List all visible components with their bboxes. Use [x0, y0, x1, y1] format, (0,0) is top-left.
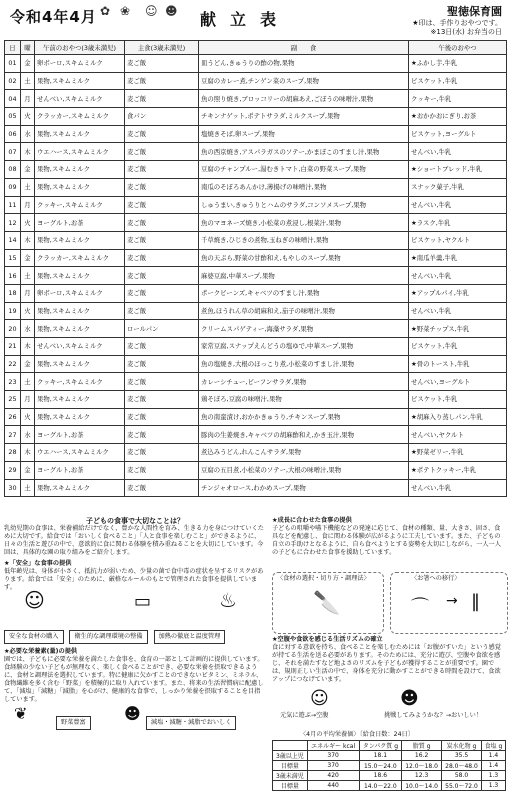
side-dish-cell: 魚の塩焼き,大根のほっこり煮,小松菜のすまし汁,果物 — [199, 355, 409, 373]
staple-cell: 麦ご飯 — [125, 408, 199, 426]
nutrient-cell: 58.0 — [442, 771, 482, 781]
am-snack-cell: ヨーグルト,お茶 — [35, 461, 125, 479]
pm-snack-cell: せんべい,牛乳 — [409, 267, 507, 285]
weekday-cell: 土 — [21, 267, 35, 285]
weekday-cell: 木 — [21, 231, 35, 249]
box-heating: 加熱の徹底と温度管理 — [154, 630, 226, 644]
fig2-label: 〈お箸への移行〉 — [411, 575, 461, 582]
staple-cell: 麦ご飯 — [125, 231, 199, 249]
table-row — [5, 249, 507, 267]
table-row — [5, 231, 507, 249]
butterfly-icon: ❀ — [120, 4, 131, 18]
pm-snack-cell: ★ショートブレッド,牛乳 — [409, 161, 507, 179]
table-row — [5, 125, 507, 143]
safety-boxes — [4, 630, 266, 644]
staple-cell: 麦ご飯 — [125, 373, 199, 391]
nutrient-cell: 1.4 — [481, 761, 505, 771]
weekday-cell: 水 — [21, 125, 35, 143]
am-snack-cell: 果物,スキムミルク — [35, 178, 125, 196]
staple-cell: ロールパン — [125, 320, 199, 338]
weekday-cell: 金 — [21, 249, 35, 267]
weekday-cell: 水 — [21, 426, 35, 444]
pm-snack-cell: せんべい,牛乳 — [409, 479, 507, 497]
pm-snack-cell: ★野菜ゼリー,牛乳 — [409, 444, 507, 462]
pm-snack-cell: ★おかかおにぎり,お茶 — [409, 108, 507, 126]
table-row — [5, 479, 507, 497]
table-row — [5, 161, 507, 179]
playing-child-icon: ☺ — [310, 688, 329, 709]
nutrient-col-header: 脂質 g — [402, 741, 442, 751]
table-row — [5, 373, 507, 391]
bubble-try: 挑戦してみようかな？→おいしい！ — [384, 712, 482, 719]
header — [0, 0, 510, 40]
staple-cell: 麦ご飯 — [125, 72, 199, 90]
flower-icon: ✿ — [100, 4, 111, 18]
am-snack-cell: クラッカー,スキムミルク — [35, 108, 125, 126]
table-row — [5, 408, 507, 426]
side-dish-cell: 魚の照り焼き,ブロッコリーの胡麻あえ,ごぼうの味噌汁,果物 — [199, 90, 409, 108]
am-snack-cell: せんべい,スキムミルク — [35, 90, 125, 108]
weekday-cell: 金 — [21, 55, 35, 73]
nutrient-cell: 目標量 — [273, 761, 308, 771]
pm-snack-cell: ★アップルパイ,牛乳 — [409, 284, 507, 302]
pm-snack-cell: ビスケット,牛乳 — [409, 72, 507, 90]
side-dish-cell: チキンナゲット,ポテトサラダ,ミルクスープ,果物 — [199, 108, 409, 126]
weekday-cell: 火 — [21, 108, 35, 126]
staple-cell: 麦ご飯 — [125, 196, 199, 214]
table-row — [5, 196, 507, 214]
organization-name: 聖徳保育園 — [447, 5, 502, 18]
side-dish-cell: 魚の西京焼き,アスパラガスのソテー,かまぼこのすまし汁,果物 — [199, 143, 409, 161]
am-snack-cell: ヨーグルト,お茶 — [35, 426, 125, 444]
pm-snack-cell: ビスケット,ヤクルト — [409, 231, 507, 249]
side-dish-cell: 魚のマヨネーズ焼き,小松菜の煮浸し,根菜汁,果物 — [199, 214, 409, 232]
weekday-cell: 金 — [21, 355, 35, 373]
date-cell: 08 — [5, 161, 21, 179]
weekday-cell: 火 — [21, 214, 35, 232]
col-header: 主食(3歳未満児) — [125, 41, 199, 55]
rhythm-text: 食に対する意欲を持ち、食べることを楽しむためには「お腹がすいた」という感覚が持てる生活を送る必要があります。そのためには、充分に遊び、空腹や食欲を感じ、それを満たすなど地よさのリズムを子どもが獲得することが重要です。園では、規則正しい生活の中で、身体を充分に動かすことができる時間を設けて、食欲アップにつなげています。 — [272, 644, 501, 683]
note-lunchbox: ※13日(水) お弁当の日 — [430, 28, 502, 36]
date-cell: 09 — [5, 178, 21, 196]
pm-snack-cell: スナック菓子,牛乳 — [409, 178, 507, 196]
table-row — [5, 267, 507, 285]
nutrient-cell: 440 — [307, 781, 359, 791]
date-cell: 19 — [5, 302, 21, 320]
pm-snack-cell: ★胡麻入り蒸しパン,牛乳 — [409, 408, 507, 426]
nutrient-cell: 1.3 — [481, 771, 505, 781]
col-header: 曜 — [21, 41, 35, 55]
rhythm-title: ★空腹や食欲を感じる生活リズムの確立 — [272, 636, 383, 643]
col-header: 午後のおやつ — [409, 41, 507, 55]
staple-cell: 麦ご飯 — [125, 178, 199, 196]
nutrient-cell: 18.6 — [359, 771, 402, 781]
staple-cell: 麦ご飯 — [125, 338, 199, 356]
nutrient-cell: 1.3 — [481, 781, 505, 791]
side-dish-cell: 鶏そぼろ,豆腐の味噌汁,果物 — [199, 391, 409, 409]
staple-cell: 食パン — [125, 108, 199, 126]
date-cell: 22 — [5, 355, 21, 373]
staple-cell: 麦ご飯 — [125, 125, 199, 143]
weekday-cell: 水 — [21, 320, 35, 338]
box-hygiene: 衛生的な調理環境の整備 — [69, 630, 147, 644]
pm-snack-cell: ★ポテトクッキー,牛乳 — [409, 461, 507, 479]
pm-snack-cell: せんべい,牛乳 — [409, 143, 507, 161]
fig1-label: 〈食材の選択・切り方・調理法〉 — [277, 575, 370, 582]
col-header: 副 食 — [199, 41, 409, 55]
am-snack-cell: 果物,スキムミルク — [35, 125, 125, 143]
side-dish-cell: しゅうまい,きゅうりとハムのサラダ,コンソメスープ,果物 — [199, 196, 409, 214]
weekday-cell: 金 — [21, 161, 35, 179]
am-snack-cell: ウエハース,スキムミルク — [35, 444, 125, 462]
am-snack-cell: クッキー,スキムミルク — [35, 196, 125, 214]
chopsticks-figure — [390, 572, 508, 634]
nutrient-cell: 16.2 — [402, 751, 442, 761]
nutrient-col-header: 炭水化物 g — [442, 741, 482, 751]
am-snack-cell: クッキー,スキムミルク — [35, 373, 125, 391]
staple-cell: 麦ご飯 — [125, 249, 199, 267]
nutrient-cell: 10.0～14.0 — [402, 781, 442, 791]
weekday-cell: 月 — [21, 90, 35, 108]
side-dish-cell: 塩焼きそば,卵スープ,果物 — [199, 125, 409, 143]
nutrition-title: ★必要な栄養素(量)の提供 — [4, 648, 78, 655]
nutrient-cell: 目標量 — [273, 781, 308, 791]
pm-snack-cell: ビスケット,牛乳 — [409, 338, 507, 356]
table-row — [5, 55, 507, 73]
pot-icon: ♨ — [219, 588, 237, 612]
side-dish-cell: チンジャオロース,わかめスープ,果物 — [199, 479, 409, 497]
menu-body — [5, 55, 507, 497]
weekday-cell: 火 — [21, 408, 35, 426]
date-cell: 23 — [5, 373, 21, 391]
safety-title: ★「安全」な食事の提供 — [4, 560, 72, 567]
nutrient-cell: 420 — [307, 771, 359, 781]
staple-cell: 麦ご飯 — [125, 55, 199, 73]
nutrient-table — [272, 740, 506, 791]
side-dish-cell: 魚の南蛮漬け,おかかきゅうり,チキンスープ,果物 — [199, 408, 409, 426]
right-info — [272, 517, 506, 557]
side-dish-cell: 魚の天ぷら,野菜の甘酢和え,もやしのスープ,果物 — [199, 249, 409, 267]
pm-snack-cell: ★ラスク,牛乳 — [409, 214, 507, 232]
side-dish-cell: 家常豆腐,スナップえんどうの塩ゆで,中華スープ,果物 — [199, 338, 409, 356]
weekday-cell: 月 — [21, 196, 35, 214]
pm-snack-cell: ビスケット,牛乳 — [409, 391, 507, 409]
side-dish-cell: 豆腐の五目煮,小松菜のソテー,大根の味噌汁,果物 — [199, 461, 409, 479]
table-row — [5, 444, 507, 462]
nutrient-cell: 12.0～18.0 — [402, 761, 442, 771]
child-eating-icon: ☻ — [124, 704, 141, 723]
am-snack-cell: 果物,スキムミルク — [35, 391, 125, 409]
nutrient-header-row — [273, 741, 506, 751]
table-row — [5, 426, 507, 444]
left-info — [4, 517, 266, 740]
children-illustration — [280, 688, 506, 726]
side-dish-cell: 豆腐のカレー煮,チンゲン菜のスープ,果物 — [199, 72, 409, 90]
box-safe-ingredients: 安全な食材の購入 — [4, 630, 64, 644]
staple-cell: 麦ご飯 — [125, 161, 199, 179]
date-cell: 15 — [5, 249, 21, 267]
nutrient-cell: 28.0～48.0 — [442, 761, 482, 771]
section-heading: 子どもの食事で大切なことは？ — [86, 517, 184, 525]
side-dish-cell: 煮魚,ほうれん草の胡麻和え,茄子の味噌汁,果物 — [199, 302, 409, 320]
weekday-cell: 金 — [21, 461, 35, 479]
date-cell: 28 — [5, 444, 21, 462]
box-vegetables: 野菜豊富 — [56, 716, 91, 730]
table-row — [5, 143, 507, 161]
knife-icon: 🔪 — [313, 591, 341, 616]
pm-snack-cell: ★野菜チップス,牛乳 — [409, 320, 507, 338]
month-label: 令和4年4月 — [10, 8, 97, 26]
date-cell: 14 — [5, 231, 21, 249]
staple-cell: 麦ご飯 — [125, 355, 199, 373]
nutrient-cell: 370 — [307, 751, 359, 761]
rabbit-icon: ☺ — [145, 4, 158, 18]
nutrition-text: 園では、子どもに必要な栄養を満たした食事を、食育の一部として計画的に提供しています。食経験の少ない子どもが無理なく、楽しく食べることができ、必要な栄養を摂取できるように、食材と調理法を選択しています。特に健康に欠かすことのできないビタミン、ミネラル、食物繊維を多く含む「野菜」を積極的に取り入れています。また、将来の生活習慣病に配慮して、「減塩」「減糖」「減脂」を心がけ、健康的な食事で、しっかり栄養を摂取することを目指しています。 — [4, 656, 264, 703]
nutrient-cell: 15.0～24.0 — [359, 761, 402, 771]
pm-snack-cell: せんべい,牛乳 — [409, 302, 507, 320]
nutrient-cell: 370 — [307, 761, 359, 771]
weekday-cell: 木 — [21, 338, 35, 356]
weekday-cell: 月 — [21, 391, 35, 409]
bear-icon: ☻ — [165, 4, 178, 18]
date-cell: 01 — [5, 55, 21, 73]
staple-cell: 麦ご飯 — [125, 267, 199, 285]
menu-table — [4, 40, 507, 497]
date-cell: 11 — [5, 196, 21, 214]
nutrient-cell: 14.0～22.0 — [359, 781, 402, 791]
nutrient-row — [273, 751, 506, 761]
pm-snack-cell: クッキー,牛乳 — [409, 90, 507, 108]
side-dish-cell: 煮込みうどん,れんこんサラダ,果物 — [199, 444, 409, 462]
nutrient-col-header — [273, 741, 308, 751]
arrow-icon: → — [446, 593, 458, 609]
side-dish-cell: クリームスパゲティー,海藻サラダ,果物 — [199, 320, 409, 338]
nutrient-cell: 12.3 — [402, 771, 442, 781]
weekday-cell: 木 — [21, 143, 35, 161]
side-dish-cell: ポークビーンズ,キャベツのすまし汁,果物 — [199, 284, 409, 302]
am-snack-cell: 果物,スキムミルク — [35, 479, 125, 497]
am-snack-cell: 果物,スキムミルク — [35, 320, 125, 338]
am-snack-cell: 果物,スキムミルク — [35, 408, 125, 426]
rhythm-section — [272, 636, 506, 684]
cutting-board-icon: ▭ — [134, 591, 152, 612]
nutrient-row — [273, 781, 506, 791]
staple-cell: 麦ご飯 — [125, 90, 199, 108]
date-cell: 06 — [5, 125, 21, 143]
side-dish-cell: 麻婆豆腐,中華スープ,果物 — [199, 267, 409, 285]
nutrient-cell: 3歳未満児 — [273, 771, 308, 781]
nutrition-boxes — [4, 704, 266, 740]
spoon-icon: ⌒ — [411, 597, 429, 618]
safety-text: 低年齢児は、身体が小さく、抵抗力が弱いため、少量の菌で食中毒の症状を呈するリスクがあります。給食では「安全」のために、厳格なルールのもとで管理された食事を提供しています。 — [4, 568, 264, 591]
safety-illustrations — [4, 588, 266, 630]
nutrient-col-header: タンパク質 g — [359, 741, 402, 751]
nutrient-caption: 〈4月の平均栄養価〉〔給食日数：24日〕 — [300, 731, 414, 738]
table-header-row — [5, 41, 507, 55]
weekday-cell: 土 — [21, 178, 35, 196]
col-header: 午前のおやつ(3歳未満児) — [35, 41, 125, 55]
nutrient-col-header: エネルギー kcal — [307, 741, 359, 751]
table-row — [5, 284, 507, 302]
date-cell: 16 — [5, 267, 21, 285]
date-cell: 25 — [5, 391, 21, 409]
weekday-cell: 土 — [21, 373, 35, 391]
table-row — [5, 355, 507, 373]
side-dish-cell: 豆腐のチャンプルー,湯むきトマト,白菜の野菜スープ,果物 — [199, 161, 409, 179]
staple-cell: 麦ご飯 — [125, 479, 199, 497]
staple-cell: 麦ご飯 — [125, 214, 199, 232]
am-snack-cell: 果物,スキムミルク — [35, 355, 125, 373]
table-row — [5, 302, 507, 320]
am-snack-cell: 卵ボーロ,スキムミルク — [35, 284, 125, 302]
am-snack-cell: ヨーグルト,お茶 — [35, 214, 125, 232]
weekday-cell: 木 — [21, 444, 35, 462]
am-snack-cell: 果物,スキムミルク — [35, 231, 125, 249]
pm-snack-cell: ★ふかし芋,牛乳 — [409, 55, 507, 73]
date-cell: 12 — [5, 214, 21, 232]
am-snack-cell: 果物,スキムミルク — [35, 267, 125, 285]
am-snack-cell: 果物,スキムミルク — [35, 302, 125, 320]
table-row — [5, 461, 507, 479]
weekday-cell: 土 — [21, 72, 35, 90]
vegetable-icon: ❦ — [14, 704, 28, 723]
nutrient-cell: 3歳以上児 — [273, 751, 308, 761]
nutrient-row — [273, 771, 506, 781]
pm-snack-cell: ★南瓜羊羹,牛乳 — [409, 249, 507, 267]
table-row — [5, 90, 507, 108]
staple-cell: 麦ご飯 — [125, 461, 199, 479]
table-row — [5, 320, 507, 338]
pm-snack-cell: せんべい,ヤクルト — [409, 426, 507, 444]
bubble-play: 元気に遊ぶ→空腹 — [280, 712, 329, 719]
am-snack-cell: ウエハース,スキムミルク — [35, 143, 125, 161]
page-title: 献立表 — [200, 10, 291, 29]
date-cell: 04 — [5, 90, 21, 108]
col-header: 日 — [5, 41, 21, 55]
nutrient-cell: 1.4 — [481, 751, 505, 761]
date-cell: 30 — [5, 479, 21, 497]
date-cell: 05 — [5, 108, 21, 126]
staple-cell: 麦ご飯 — [125, 284, 199, 302]
box-reduced: 減塩・減糖・減脂でおいしく — [146, 716, 236, 730]
side-dish-cell: 南瓜のそぼろあんかけ,薄揚げの味噌汁,果物 — [199, 178, 409, 196]
pm-snack-cell: せんべい,ヨーグルト — [409, 373, 507, 391]
date-cell: 20 — [5, 320, 21, 338]
date-cell: 26 — [5, 408, 21, 426]
date-cell: 27 — [5, 426, 21, 444]
chef-icon: ☺ — [24, 588, 45, 612]
table-row — [5, 72, 507, 90]
table-row — [5, 108, 507, 126]
staple-cell: 麦ご飯 — [125, 302, 199, 320]
staple-cell: 麦ご飯 — [125, 143, 199, 161]
ingredients-figure — [272, 572, 384, 634]
am-snack-cell: せんべい,スキムミルク — [35, 338, 125, 356]
date-cell: 21 — [5, 338, 21, 356]
table-row — [5, 338, 507, 356]
intro-text: 乳幼児期の食事は、栄養補給だけでなく、豊かな人間性を育み、生きる力を身につけていくために大切です。給食では「おいしく食べること」「人と食事を楽しむこと」ができるように、日々の生活と遊びの中で、意欲的に食に関わる体験を積み重ねることを大切にしています。今回は、具体的な園の取り組みをご紹介します。 — [4, 525, 264, 556]
pm-snack-cell: ★骨のトースト,牛乳 — [409, 355, 507, 373]
chopsticks-icon: ‖ — [471, 591, 480, 612]
growth-title: ★成長に合わせた食事の提供 — [272, 517, 352, 524]
table-row — [5, 214, 507, 232]
am-snack-cell: 果物,スキムミルク — [35, 161, 125, 179]
side-dish-cell: 豚肉の生姜焼き,キャベツの胡麻酢和え,かき玉汁,果物 — [199, 426, 409, 444]
side-dish-cell: カレーシチュー,ビーフンサラダ,果物 — [199, 373, 409, 391]
nutrient-cell: 35.5 — [442, 751, 482, 761]
am-snack-cell: 卵ボーロ,スキムミルク — [35, 55, 125, 73]
weekday-cell: 月 — [21, 284, 35, 302]
nutrient-row — [273, 761, 506, 771]
date-cell: 29 — [5, 461, 21, 479]
nutrient-col-header: 食塩 g — [481, 741, 505, 751]
side-dish-cell: 皿うどん,きゅうりの酢の物,果物 — [199, 55, 409, 73]
nutrient-cell: 18.1 — [359, 751, 402, 761]
growth-text: 子どもの咀嚼や嚥下機能などの発達に応じて、食材の種類、量、大きさ、固さ、食具などを配慮し、食に関わる体験が広がるように工夫しています。また、子どもの自立の手助けとなるように、自ら食べようとする姿勢を大切にしながら、一人一人の子どもに合わせた食事を援助しています。 — [272, 525, 501, 556]
weekday-cell: 土 — [21, 479, 35, 497]
eating-child-icon: ☻ — [400, 688, 419, 709]
date-cell: 02 — [5, 72, 21, 90]
staple-cell: 麦ご飯 — [125, 391, 199, 409]
note-homemade: ★印は、手作りおやつです。 — [412, 19, 502, 27]
table-row — [5, 178, 507, 196]
am-snack-cell: 果物,スキムミルク — [35, 72, 125, 90]
side-dish-cell: 千草焼き,ひじきの煮物,玉ねぎの味噌汁,果物 — [199, 231, 409, 249]
date-cell: 18 — [5, 284, 21, 302]
table-row — [5, 391, 507, 409]
staple-cell: 麦ご飯 — [125, 426, 199, 444]
staple-cell: 麦ご飯 — [125, 444, 199, 462]
am-snack-cell: クラッカー,スキムミルク — [35, 249, 125, 267]
nutrient-cell: 55.0～72.0 — [442, 781, 482, 791]
pm-snack-cell: ビスケット,ヨーグルト — [409, 125, 507, 143]
weekday-cell: 火 — [21, 302, 35, 320]
pm-snack-cell: せんべい,牛乳 — [409, 196, 507, 214]
date-cell: 07 — [5, 143, 21, 161]
